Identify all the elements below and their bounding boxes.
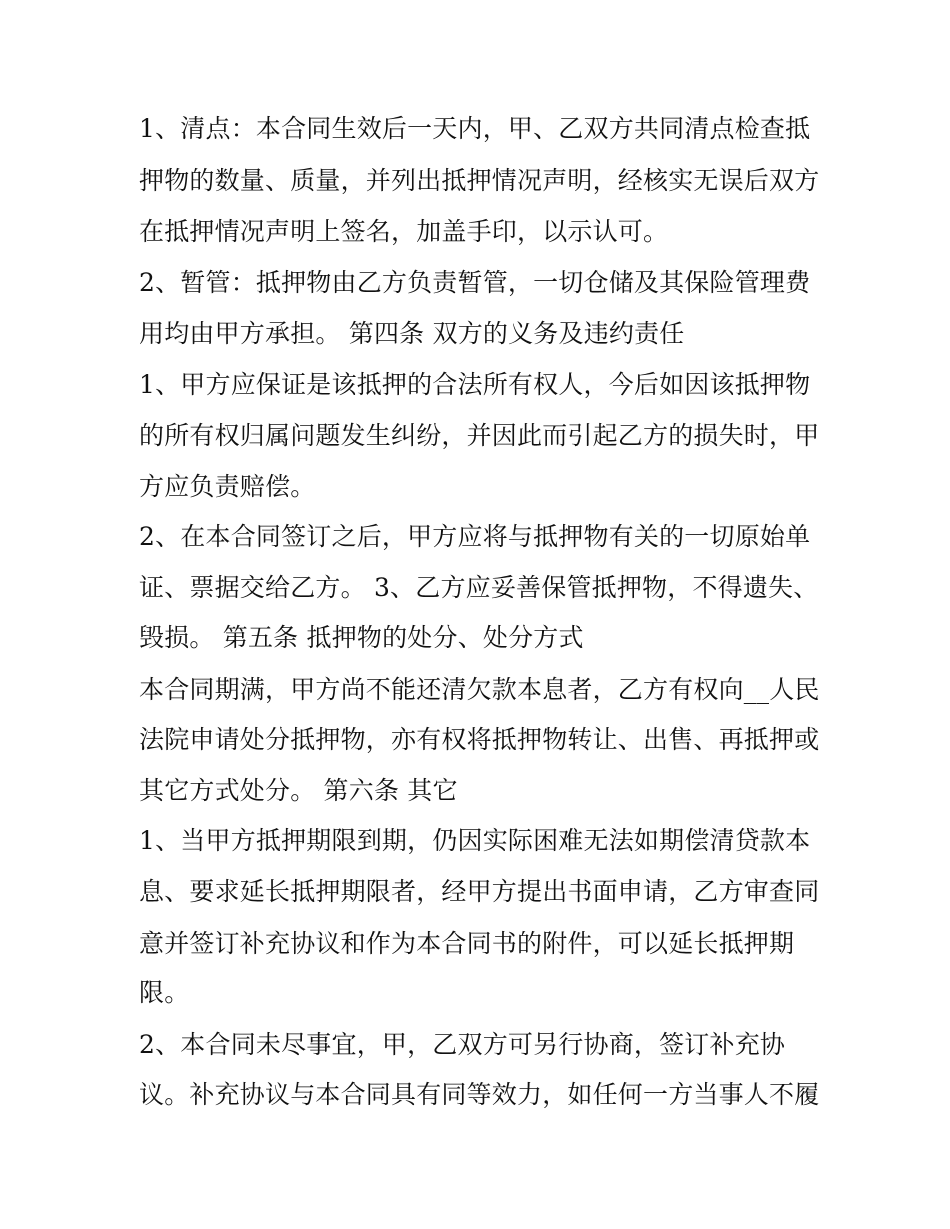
text-line: 议。补充协议与本合同具有同等效力，如任何一方当事人不履 xyxy=(139,1080,820,1109)
text-line: 2、暂管：抵押物由乙方负责暂管，一切仓储及其保险管理费 xyxy=(139,268,811,297)
text-line: 1、当甲方抵押期限到期，仍因实际困难无法如期偿清贷款本 xyxy=(139,826,811,855)
text-line: 息、要求延长抵押期限者，经甲方提出书面申请，乙方审查同 xyxy=(139,877,820,906)
text-line: 证、票据交给乙方。 3、乙方应妥善保管抵押物，不得遗失、 xyxy=(139,573,819,602)
text-line: 方应负责赔偿。 xyxy=(139,472,316,501)
text-line: 毁损。 第五条 抵押物的处分、处分方式 xyxy=(139,623,584,652)
text-line: 法院申请处分抵押物，亦有权将抵押物转让、出售、再抵押或 xyxy=(139,725,820,754)
text-line: 用均由甲方承担。 第四条 双方的义务及违约责任 xyxy=(139,319,685,348)
text-line: 2、在本合同签订之后，甲方应将与抵押物有关的一切原始单 xyxy=(139,522,811,551)
text-line: 1、清点：本合同生效后一天内，甲、乙双方共同清点检查抵 xyxy=(139,114,811,143)
text-line: 1、甲方应保证是该抵押的合法所有权人，今后如因该抵押物 xyxy=(139,370,811,399)
text-line: 2、本合同未尽事宜，甲，乙双方可另行协商，签订补充协 xyxy=(139,1030,786,1059)
text-line: 押物的数量、质量，并列出抵押情况声明，经核实无误后双方 xyxy=(139,166,820,195)
text-line: 的所有权归属问题发生纠纷，并因此而引起乙方的损失时，甲 xyxy=(139,421,820,450)
text-line: 限。 xyxy=(139,978,190,1007)
text-line: 意并签订补充协议和作为本合同书的附件，可以延长抵押期 xyxy=(139,929,795,958)
text-line: 在抵押情况声明上签名，加盖手印，以示认可。 xyxy=(139,217,669,246)
text-line: 本合同期满，甲方尚不能还清欠款本息者，乙方有权向__人民 xyxy=(139,675,820,704)
text-line: 其它方式处分。 第六条 其它 xyxy=(139,776,458,805)
